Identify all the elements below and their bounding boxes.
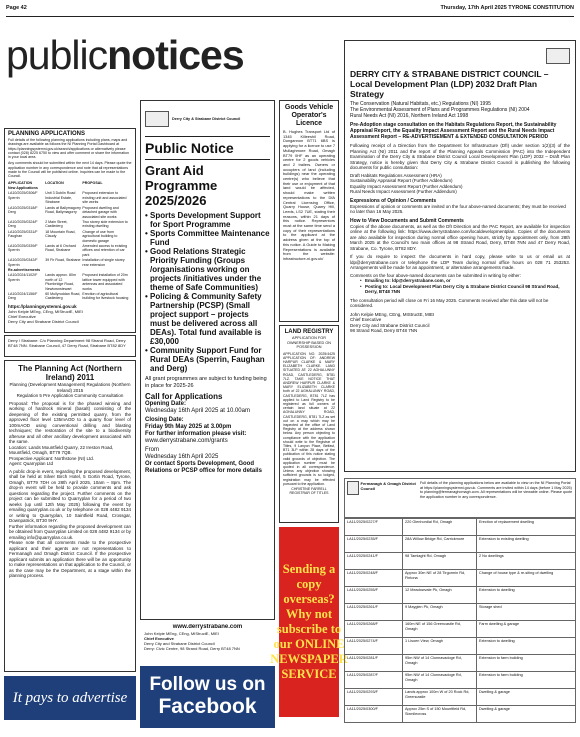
quarry-info: Further information regarding the proposed development can be obtained from Quarryplan Limited on 028 4482 9134 or by emailing info@quarryplan.co.uk. bbox=[9, 523, 131, 540]
quarry-subtitle: Planning (Development Management) Regulations (Northern Ireland) 2015 bbox=[9, 382, 131, 393]
table-row: LA10/2025/0318/F Derg Lands at Ballymagorry Road, Ballymagorry Proposed dwelling and detached garage with associated site works bbox=[8, 205, 119, 219]
grant-bullet: • Sports Committee Maintenance Fund bbox=[145, 229, 270, 247]
table-row: LA10/2025/0339/F Sperrin Lands at 6 Orchard Road, Strabane Amended access to existing offices and retention of car park bbox=[8, 243, 128, 257]
grant-signature: John Kelpie MEng, CEng, MIStructE, MIEI bbox=[144, 631, 219, 636]
grant-heading: Grant Aid Programme 2025/2026 bbox=[145, 163, 218, 208]
table-row: LA10/2024/1102/F Sperrin Lands approx. 80m north of 12 Plumbridge Road, Newtownstewart Proposed installation of 20m lattice tower equipped with antennas and associated works bbox=[8, 273, 128, 291]
planning-portal-link[interactable]: https://planningsystemni.gov.uk bbox=[8, 303, 77, 309]
col-header: APPLICATION bbox=[8, 180, 33, 185]
planning-title: PLANNING APPLICATIONS bbox=[8, 131, 86, 137]
grant-web-2[interactable]: www.derrystrabane.com bbox=[172, 624, 243, 630]
ldp-signature-title: Chief Executive bbox=[350, 317, 382, 322]
overseas-subscribe-ad[interactable] bbox=[270, 527, 348, 717]
masthead-public: public bbox=[6, 32, 108, 78]
section-label: Re-advertisements bbox=[8, 267, 41, 272]
land-signature-title: REGISTRAR OF TITLES bbox=[289, 491, 329, 496]
ldp-para-4: If you do require to inspect the documents in hard copy, please write to us or email us at ldp@derrystrabane.com or telephone the LDP Team during normal office hours on 028 71 253253. Arrangements will be made for an appointment, or alternative arrangements made. bbox=[350, 254, 570, 270]
facebook-line1: Follow us on bbox=[149, 674, 266, 695]
facebook-banner[interactable] bbox=[140, 666, 275, 728]
ldp-view-heading: How to View Documents and Submit Comments bbox=[350, 217, 464, 224]
land-title: LAND REGISTRY bbox=[284, 329, 334, 335]
ldp-para-5: Comments on the four above-named documents can be submitted in writing by either: bbox=[350, 272, 521, 278]
table-row: LA11/2025/0227/F 220 Glenhordial Rd, Omagh Erection of replacement dwelling bbox=[345, 519, 576, 536]
ldp-signature-address: 98 Strand Road, Derry BT48 7NN bbox=[350, 328, 418, 333]
land-signature: CHRISTINE FARRELL bbox=[291, 487, 327, 491]
ldp-consultation-heading: Pre-Adoption stage consultation on the Habitats Regulations Report, the Sustainability Appraisal Report, the Equality Impact Assessment Report and the Rural Needs Impact Assessment Report – RE-ADVERTISEMENT & EXTENDED CONSULTATION PERIOD bbox=[350, 122, 557, 140]
quarry-proposal: Proposal: The proposal is for the phased winning and working of hardrock mineral (basalt) consisting of the deepening of the existing permitted quarry, from the approved floor level 135mAOD to a quarry floor level of 100mAOD using conventional drilling and blasting techniques; the restoration of the site to a biodiversity afteruse and all other ancillary development associated with the same. bbox=[9, 400, 131, 444]
masthead bbox=[6, 33, 244, 77]
fodc-table bbox=[344, 518, 576, 723]
ldp-notice bbox=[344, 40, 576, 472]
ldp-doc: Rural Needs Impact Assessment (Further Addendum) bbox=[350, 189, 457, 194]
council-crest-icon bbox=[546, 48, 570, 64]
grant-bullet: • Policing & Community Safety Partnership (PCSP) (Small project support – projects must be delivered across all DEAs). Total fund available is £30,000 bbox=[145, 292, 270, 346]
quarry-consultation-notice bbox=[4, 360, 136, 672]
grant-bullet: • Good Relations Strategic Priority Funding (Groups /organisations working on projects /initiatives under the theme of Safe Communities) bbox=[145, 247, 270, 292]
quarry-note: Please note that all comments made to the prospective applicant and their agents are not representations to Fermanagh and Omagh District Council. If the prospective applicant submits an application there will be an opportunity to make representations on that application to the Council, or as the case may be the Department, at a stage within the planning process. bbox=[9, 540, 131, 578]
ldp-doc: Sustainability Appraisal Report (Further Addendum) bbox=[350, 178, 453, 183]
table-row: LA10/2025/0306/F Sperrin Unit 3 Dublin Road Industrial Estate, Strabane Proposed extension to existing unit and associated site works bbox=[8, 191, 127, 205]
grant-signature-org: Derry City and Strabane District Council bbox=[144, 641, 215, 646]
ldp-regulation: Rural Needs Act (NI) 2016, Northern Ireland Act 1998 bbox=[350, 113, 469, 119]
table-row: LA11/2025/0300/F Approx 25m S of 150 Mountfield Rd, Sixmilecross Dwelling & garage bbox=[345, 706, 576, 723]
issue-date: Thursday, 17th April 2025 TYRONE CONSTITUTION bbox=[440, 5, 574, 11]
table-row: LA10/2025/0324/F Derg 2 Main Street, Castlederg Two storey side extension to existing dwelling bbox=[8, 219, 128, 229]
planning-signature-org: Derry City and Strabane District Council bbox=[8, 318, 79, 324]
from-date: Wednesday 16th April 2025 bbox=[145, 454, 219, 460]
goods-text: B. Hughes Transport Ltd of 1345 Killeeshil Road, Dungannon BT71 6BS is applying for a licence to use 7 Mullaghmore Road, Omagh BT79 0HF as an operating centre for 2 goods vehicles and 2 trailers. Owners or occupiers of land (including buildings) near the operating centre(s) who believe that their use or enjoyment of that land would be affected, should make written representations to the DfA Central Licensing Office, Quarry House, Quarry Hill, Leeds, LS2 7UE, stating their reasons, within 21 days of this notice. Representors must at the same time send a copy of their representations to the applicant at the address given at the top of this notice. A Guide to Making Representations is available from the website: infrastructure-ni.gov.uk/ bbox=[283, 129, 335, 261]
council-crest-icon bbox=[145, 111, 169, 127]
ldp-doc: Equality Impact Assessment Report (Further Addendum) bbox=[350, 183, 463, 189]
planning-intro: Full details of the following planning applications including plans, maps and drawings are available as follows the NI Planning Portal Dashboard at https://planningsystemni.gov.uk/search/applications or alternatively please contact (028) 8225 6750 to view and offer comment or share the information in your local area. bbox=[8, 138, 129, 160]
ldp-signature-org: Derry City and Strabane District Council bbox=[350, 322, 430, 328]
fodc-logo bbox=[347, 481, 417, 515]
quarry-subtitle-2: Regulation 5 Pre Application Community Consultation bbox=[16, 393, 124, 398]
grant-web[interactable]: www.derrystrabane.com/grants bbox=[145, 438, 228, 444]
table-row: LA11/2025/0281/F 95m NW of 14 Clonnavadoge Rd, Omagh Extension to farm building bbox=[345, 655, 576, 672]
opening-label: Opening Date: bbox=[145, 401, 187, 407]
table-row: LA11/2025/0274/F 1 Lisoen View, Omagh Extension to dwelling bbox=[345, 638, 576, 655]
fodc-planning-notice bbox=[344, 478, 576, 726]
department-address: Derry / Strabane: C/o Planning Department 98 Strand Road, Derry BT48 7NN. Strabane Council, 47 Derry Road, Strabane BT82 8DY bbox=[4, 335, 136, 357]
table-row: LA10/2025/0331/F Faughan 18 Mountain Road, Claudy Change of use from agricultural building to domestic garage bbox=[8, 229, 118, 243]
grant-bullet: • Sports Development Support for Sport Programme bbox=[145, 211, 270, 229]
ldp-doc: Draft Habitats Regulations Assessment (HRA) bbox=[350, 172, 442, 178]
col-header: LOCATION bbox=[45, 180, 64, 185]
ldp-council-logo bbox=[350, 45, 570, 67]
ldp-title: DERRY CITY & STRABANE DISTRICT COUNCIL – Local Development Plan (LDP) 2032 Draft Plan Strategy bbox=[350, 69, 549, 99]
grant-call-title: Call for Applications bbox=[145, 392, 223, 401]
ldp-signature: John Kelpie MEng, CEng, MIStructE, MIEI bbox=[350, 311, 435, 317]
ldp-method: • Emailing to: ldp@derrystrabane.com, or bbox=[360, 278, 570, 284]
fodc-header bbox=[344, 478, 576, 518]
advertise-banner[interactable]: It pays to advertise bbox=[4, 676, 136, 720]
table-row: LA11/2025/0248/F Approx 30m NE of 28 Tirgormin Rd, Fintona Change of house type & re-siting of dwelling bbox=[345, 570, 576, 587]
land-text: APPLICATION NO. 2025/4425 APPLICATION OF: ANDREW HARPUR CLARKE & MARY ELIZABETH CLARKE. LAND SITUATED AT: 22 AGHALUNNY ROAD, CASTLEDERG, BT81 7LZ. TAKE NOTICE THAT ANDREW HARPUR CLARKE & MARY ELIZABETH CLARKE both of 22 AGHALUNNY ROAD, CASTLEDERG, BT81 7LZ has applied to Land Registry to be registered as full owners of certain land situate at 22 AGHALUNNY ROAD, CASTLEDERG, BT81 7LZ as set out on a map which may be inspected at the office of Land Registry at the address shown below. Any person objecting to compliance with the application should write to the Registrar of Titles, 9 Lanyon Place, Belfast, BT1 3LP within 28 days of the publication of this notice stating valid grounds of objection. The application number must be quoted in all correspondence. Unless any objection showing sufficient grounds is so lodged, registration may be effected pursuant to the application. bbox=[283, 351, 335, 486]
land-registry-notice bbox=[279, 325, 339, 523]
table-row: LA11/2025/0293/F Lands approx 100m W of 20 Rock Rd, Greencastle Dwelling & garage bbox=[345, 689, 576, 706]
ldp-para-1: Following receipt of a Direction from the Department for Infrastructure (DfI) under section 1(2)(3) of the Planning Act (NI) 2011 and the report of the Planning Appeals Commission (PAC) into the Independent Examination of the Derry City & Strabane District Council Local Development Plan (LDP) 2032 – Draft Plan Strategy, notice is hereby given that Derry City & Strabane District Council is publishing the following documents for public consultation: bbox=[350, 143, 570, 170]
grant-aid-notice bbox=[140, 100, 275, 620]
grant-signature-title: Chief Executive bbox=[144, 636, 174, 641]
grant-footer bbox=[140, 624, 275, 662]
ldp-regulation: The Conservation (Natural Habitats, etc.) Regulations (NI) 1995 bbox=[350, 101, 491, 107]
table-row: LA11/2025/0235/F 28A Willow Bridge Rd, Carrickmore Extension to existing dwelling bbox=[345, 536, 576, 553]
grant-address-1: Derry: Civic Centre, 98 Strand Road, Derry BT48 7NN bbox=[144, 646, 240, 651]
quarry-location: Location: Lands Mountfield Quarry, 22 Ireston Road, Mountfield, Omagh, BT79 7QB. bbox=[9, 444, 114, 455]
goods-vehicle-notice bbox=[279, 100, 339, 322]
masthead-notices: notices bbox=[107, 32, 244, 78]
grant-bullet: • Community Support Fund for Rural DEAs (Sperrin, Faughan and Derg) bbox=[145, 346, 270, 373]
planning-signature-title: Chief Executive bbox=[8, 313, 36, 319]
closing-date: Friday 9th May 2025 at 3.00pm bbox=[145, 424, 232, 430]
ldp-expressions-heading: Expressions of Opinion / Comments bbox=[350, 197, 437, 204]
quarry-agent: Agent: Quarryplan Ltd bbox=[9, 461, 54, 466]
closing-label: Closing Date: bbox=[145, 417, 184, 423]
grant-contact: Or contact Sports Development, Good Relations or PCSP office for more details bbox=[145, 461, 262, 474]
table-row: LA11/2025/0268/F 160m NE of 156 Greencastle Rd, Omagh Farm dwelling & garage bbox=[345, 621, 576, 638]
planning-signature: John Kelpie MEng, CEng, MIStructE, MIEI bbox=[8, 308, 83, 314]
council-logo bbox=[145, 105, 270, 133]
col-header: PROPOSAL bbox=[82, 180, 103, 185]
quarry-title: The Planning Act (Northern Ireland) 2011 bbox=[18, 364, 122, 382]
fodc-logo-text: Fermanagh & Omagh District Council bbox=[360, 481, 416, 491]
ldp-para-3: Copies of the above documents, as well as the DfI Direction and the PAC Report, are available for inspection online at the following link: https://www.derrystrabane.com/localdevelopmentplan. Copies of the documents are also available for inspection during normal office opening hours, strictly by appointment only, from 28th March 2025 at the Council's two main offices at 98 Strand Road, Derry, BT48 7NN and 47 Derry Road, Strabane, Co. Tyrone, BT82 8DY. bbox=[350, 223, 570, 251]
land-subtitle: APPLICATION FOR OWNERSHIP BASED ON POSSESSION bbox=[286, 336, 332, 349]
table-row: LA10/2024/1156/F Derg 60 Mullyroddan Road, Castlederg Erection of agricultural building for livestock housing bbox=[8, 292, 129, 301]
ldp-para-2: Expressions of opinion or comments are invited on the four above-named documents; they must be received no later than 16 May 2025. bbox=[350, 203, 566, 214]
table-row: LA11/2025/0261/F 9 Mayglen Pk, Omagh Storage shed bbox=[345, 604, 576, 621]
fodc-crest-icon bbox=[347, 481, 359, 495]
ldp-method: • Posting to: Local Development Plan Derry City & Strabane District Council 98 Strand Road, Derry, BT48 7NN bbox=[360, 284, 570, 295]
table-row: LA11/2025/0287/F 95m NW of 14 Clonnavadoge Rd, Omagh Extension to farm building bbox=[345, 672, 576, 689]
page-number: Page 42 bbox=[6, 5, 27, 11]
planning-table bbox=[8, 181, 132, 302]
quarry-applicant: Prospective Applicant: Northstone (NI) Ltd. bbox=[9, 455, 95, 461]
grant-public-notice: Public Notice bbox=[145, 140, 234, 156]
planning-intro-2: Any comments should be submitted within the next 14 days. Please quote the application number in any correspondence and note that all representations made to the Council will be published online. Inquiries can be made to the Council. bbox=[8, 161, 132, 179]
ldp-para-6: The consultation period will close on Fri 16 May 2025. Comments received after this date will not be considered. bbox=[350, 297, 549, 308]
from-label: From bbox=[145, 447, 159, 453]
facebook-line2: Facebook bbox=[158, 695, 257, 718]
table-row: LA11/2025/0255/F 12 Meadowvale Pk, Omagh Extension to dwelling bbox=[345, 587, 576, 604]
further-info: For further information please visit: bbox=[145, 431, 247, 437]
fodc-intro: Full details of the planning applications below are available to view on the NI Planning Portal at https://planningsystemni.gov.uk. Comments are invited within 14 days (before 1 May 2025) to planning@fermanaghomagh.com. All representations will be viewable online. Please quote the application number in any correspondence. bbox=[420, 481, 573, 499]
section-label: New Applications bbox=[8, 186, 38, 191]
goods-title: Goods Vehicle Operator's Licence bbox=[284, 104, 334, 127]
quarry-event: A public drop-in event, regarding the proposed development, shall be held at Silver Birch Hotel, 5 Gortin Road, Tyrone, Omagh, BT79 7DH on 28th April 2025, 10am – 8pm. The drop-in event will be held to provide comments and ask questions regarding the project. Further comments on the project can be submitted to Quarryplan for a period of two weeks (up until 12th May 2025) following the event by emailing quarryplan.co.uk or by telephone on 028 4482 9134 or writing to Quarryplan, 10 Saintfield Road, Crossgar, Downpatrick, BT30 9HY. bbox=[9, 468, 131, 523]
ldp-regulation: The Environmental Assessment of Plans and Programmes Regulations (NI) 2004 bbox=[350, 107, 530, 113]
council-logo-text: Derry City & Strabane District Council bbox=[172, 116, 241, 121]
table-row: LA11/2025/0241/F 98 Tamlaght Rd, Omagh 2 No dwellings bbox=[345, 553, 576, 570]
planning-applications-notice bbox=[4, 128, 136, 333]
overseas-text: Sending a copy overseas? Why not subscribe to our ONLINE NEWSPAPER SERVICE bbox=[270, 562, 348, 681]
table-row: LA10/2025/0342/F Sperrin 39 Fir Road, Strabane Installation of single storey rear extension bbox=[8, 258, 125, 267]
grant-note: All grant programmes are subject to funding being in place for 2025-26 bbox=[145, 376, 267, 389]
opening-date: Wednesday 16th April 2025 at 10.00am bbox=[145, 408, 250, 414]
